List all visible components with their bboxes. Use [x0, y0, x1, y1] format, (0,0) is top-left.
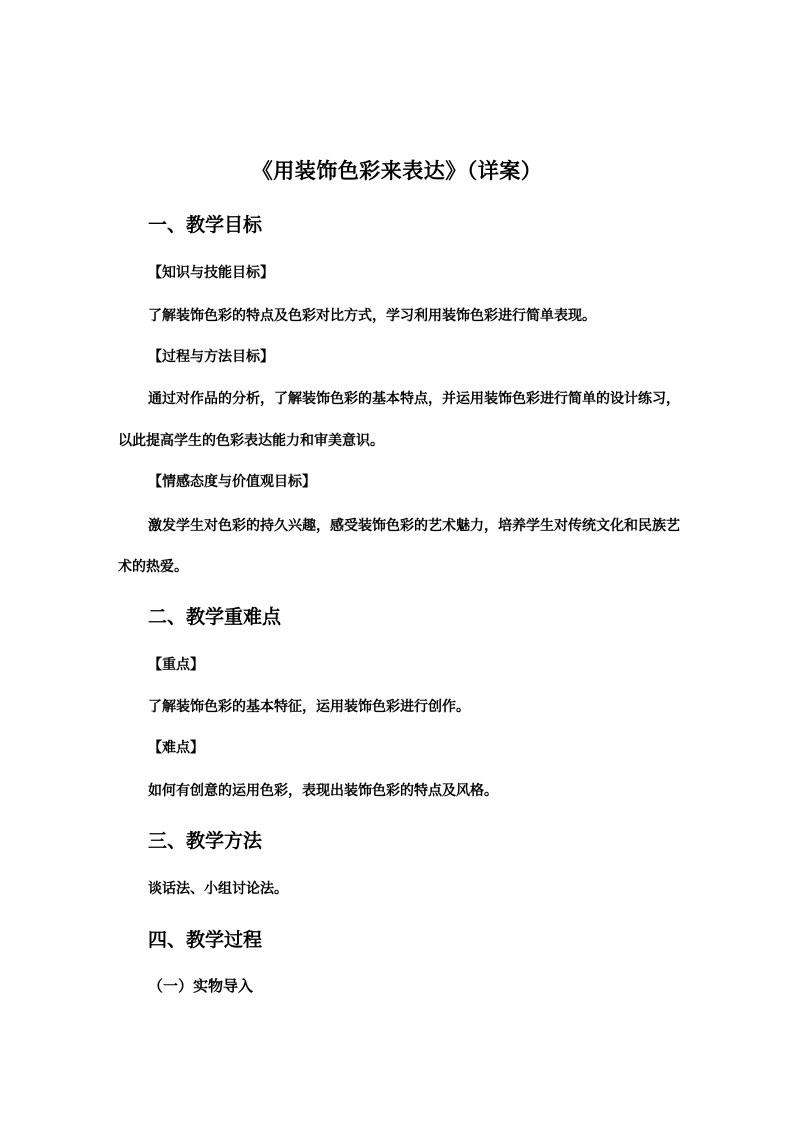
knowledge-skill-text: 了解装饰色彩的特点及色彩对比方式，学习利用装饰色彩进行简单表现。	[148, 308, 596, 324]
emotion-value-text-line1: 激发学生对色彩的持久兴趣，感受装饰色彩的艺术魅力，培养学生对传统文化和民族艺	[148, 518, 680, 534]
process-method-text-line1: 通过对作品的分析，了解装饰色彩的基本特点，并运用装饰色彩进行简单的设计练习，	[148, 391, 680, 407]
section-heading-key-difficult: 二、教学重难点	[148, 606, 282, 628]
process-method-label: 【过程与方法目标】	[148, 349, 274, 365]
section-heading-objectives: 一、教学目标	[148, 214, 263, 236]
process-method-text-line2: 以此提高学生的色彩表达能力和审美意识。	[118, 433, 384, 449]
difficult-point-label: 【难点】	[148, 740, 204, 756]
process-subheading-intro: （一）实物导入	[148, 977, 254, 995]
knowledge-skill-label: 【知识与技能目标】	[148, 265, 274, 281]
difficult-point-text: 如何有创意的运用色彩，表现出装饰色彩的特点及风格。	[148, 783, 498, 799]
emotion-value-text-line2: 术的热爱。	[118, 559, 188, 575]
emotion-value-label: 【情感态度与价值观目标】	[148, 474, 316, 490]
section-heading-methods: 三、教学方法	[148, 830, 263, 852]
section-heading-process: 四、教学过程	[148, 929, 263, 951]
methods-text: 谈话法、小组讨论法。	[148, 881, 288, 897]
key-point-label: 【重点】	[148, 657, 204, 673]
key-point-text: 了解装饰色彩的基本特征，运用装饰色彩进行创作。	[148, 699, 470, 715]
document-title: 《用装饰色彩来表达》（详案）	[251, 159, 543, 183]
